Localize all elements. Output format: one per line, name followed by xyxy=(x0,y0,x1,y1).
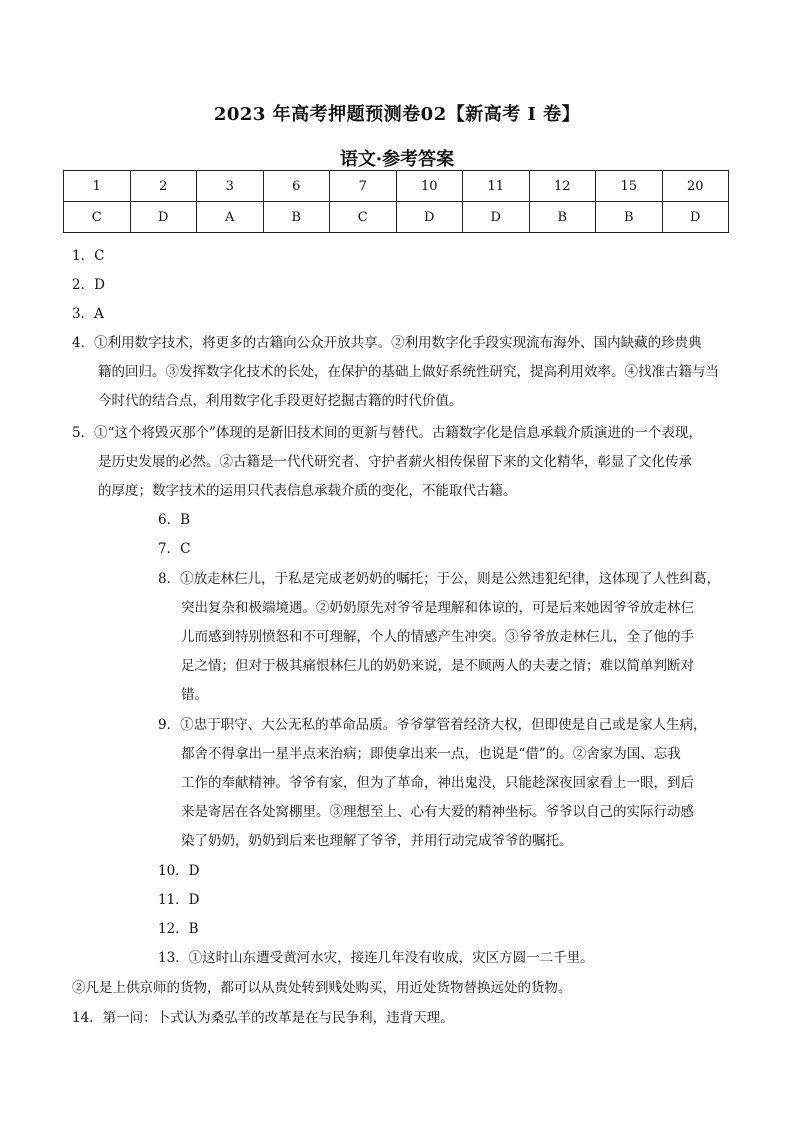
answer-14-line-1: 14．第一问：卜式认为桑弘羊的改革是在与民争利，违背天理。 xyxy=(72,1010,454,1026)
answer-8-line-1: 8．①放走林仨儿，于私是完成老奶奶的嘱托；于公，则是公然违犯纪律，这体现了人性纠葛， xyxy=(158,571,721,587)
question-number-cell: 6 xyxy=(263,171,330,202)
answer-11: 11．D xyxy=(158,892,200,908)
page-subtitle: 语文·参考答案 xyxy=(339,149,455,170)
question-number-cell: 2 xyxy=(130,171,197,202)
answer-10: 10．D xyxy=(158,863,200,879)
page-title: 2023 年高考押题预测卷02【新高考 I 卷】 xyxy=(213,104,581,125)
answer-8-line-5: 错。 xyxy=(181,687,208,703)
answer-9-line-5: 染了奶奶，奶奶到后来也理解了爷爷，并用行动完成爷爷的嘱托。 xyxy=(181,833,573,849)
question-number-cell: 7 xyxy=(330,171,397,202)
answer-9-line-1: 9．①忠于职守、大公无私的革命品质。爷爷掌管着经济大权，但即使是自己或是家人生病， xyxy=(158,717,707,733)
answer-2: 2．D xyxy=(72,277,105,293)
answer-cell: B xyxy=(529,202,596,233)
question-number-cell: 11 xyxy=(463,171,530,202)
answer-13-line-1: 13．①这时山东遭受黄河水灾，接连几年没有收成，灾区方圆一二千里。 xyxy=(158,950,594,966)
answer-5-line-2: 是历史发展的必然。②古籍是一代代研究者、守护者薪火相传保留下来的文化精华，彰显了文化传承 xyxy=(98,454,692,470)
answer-cell: C xyxy=(330,202,397,233)
question-number-cell: 3 xyxy=(197,171,264,202)
answer-cell: D xyxy=(396,202,463,233)
answer-8-line-2: 突出复杂和极端境遇。②奶奶原先对爷爷是理解和体谅的，可是后来她因爷爷放走林仨 xyxy=(181,600,694,616)
answer-cell: D xyxy=(662,202,729,233)
answer-5-line-3: 的厚度；数字技术的运用只代表信息承载介质的变化，不能取代古籍。 xyxy=(98,483,517,499)
question-number-cell: 10 xyxy=(396,171,463,202)
answer-6: 6．B xyxy=(158,512,191,528)
answer-8-line-3: 儿而感到特别愤怒和不可理解，个人的情感产生冲突。③爷爷放走林仨儿，全了他的手 xyxy=(181,629,694,645)
answer-9-line-2: 都舍不得拿出一星半点来治病；即使拿出来一点，也说是“借”的。②舍家为国、忘我 xyxy=(181,746,681,762)
answer-cell: C xyxy=(64,202,131,233)
question-number-cell: 1 xyxy=(64,171,131,202)
question-number-cell: 20 xyxy=(662,171,729,202)
question-number-cell: 12 xyxy=(529,171,596,202)
answer-4-line-1: 4．①利用数字技术，将更多的古籍向公众开放共享。②利用数字化手段实现流布海外、国内缺藏的珍贵典 xyxy=(72,335,702,351)
question-number-cell: 15 xyxy=(596,171,663,202)
answer-cell: B xyxy=(263,202,330,233)
answer-12: 12．B xyxy=(158,921,199,937)
answer-cell: D xyxy=(463,202,530,233)
answer-row xyxy=(64,202,729,233)
answer-9-line-4: 来是寄居在各处窝棚里。③理想至上、心有大爱的精神坐标。爷爷以自己的实际行动感 xyxy=(181,804,694,820)
answer-4-line-3: 今时代的结合点，利用数字化手段更好挖掘古籍的时代价值。 xyxy=(98,393,463,409)
answer-13-line-2: ②凡是上供京师的货物，都可以从贵处转到贱处购买，用近处货物替换远处的货物。 xyxy=(72,980,572,996)
answer-7: 7．C xyxy=(158,541,191,557)
answer-4-line-2: 籍的回归。③发挥数字化技术的长处，在保护的基础上做好系统性研究，提高利用效率。④找准古籍与当 xyxy=(98,364,719,380)
answer-table xyxy=(63,170,729,233)
answer-9-line-3: 工作的奉献精神。爷爷有家，但为了革命，神出鬼没，只能趁深夜回家看上一眼，到后 xyxy=(181,775,694,791)
answer-cell: A xyxy=(197,202,264,233)
answer-5-line-1: 5．①“这个将毁灭那个”体现的是新旧技术间的更新与替代。古籍数字化是信息承载介质演进的一个表现， xyxy=(72,425,702,441)
answer-3: 3．A xyxy=(72,306,104,322)
answer-cell: D xyxy=(130,202,197,233)
answer-1: 1．C xyxy=(72,248,105,264)
answer-8-line-4: 足之情；但对于极其痛恨林仨儿的奶奶来说，是不顾两人的夫妻之情；难以简单判断对 xyxy=(181,658,694,674)
answer-cell: B xyxy=(596,202,663,233)
question-number-row xyxy=(64,171,729,202)
